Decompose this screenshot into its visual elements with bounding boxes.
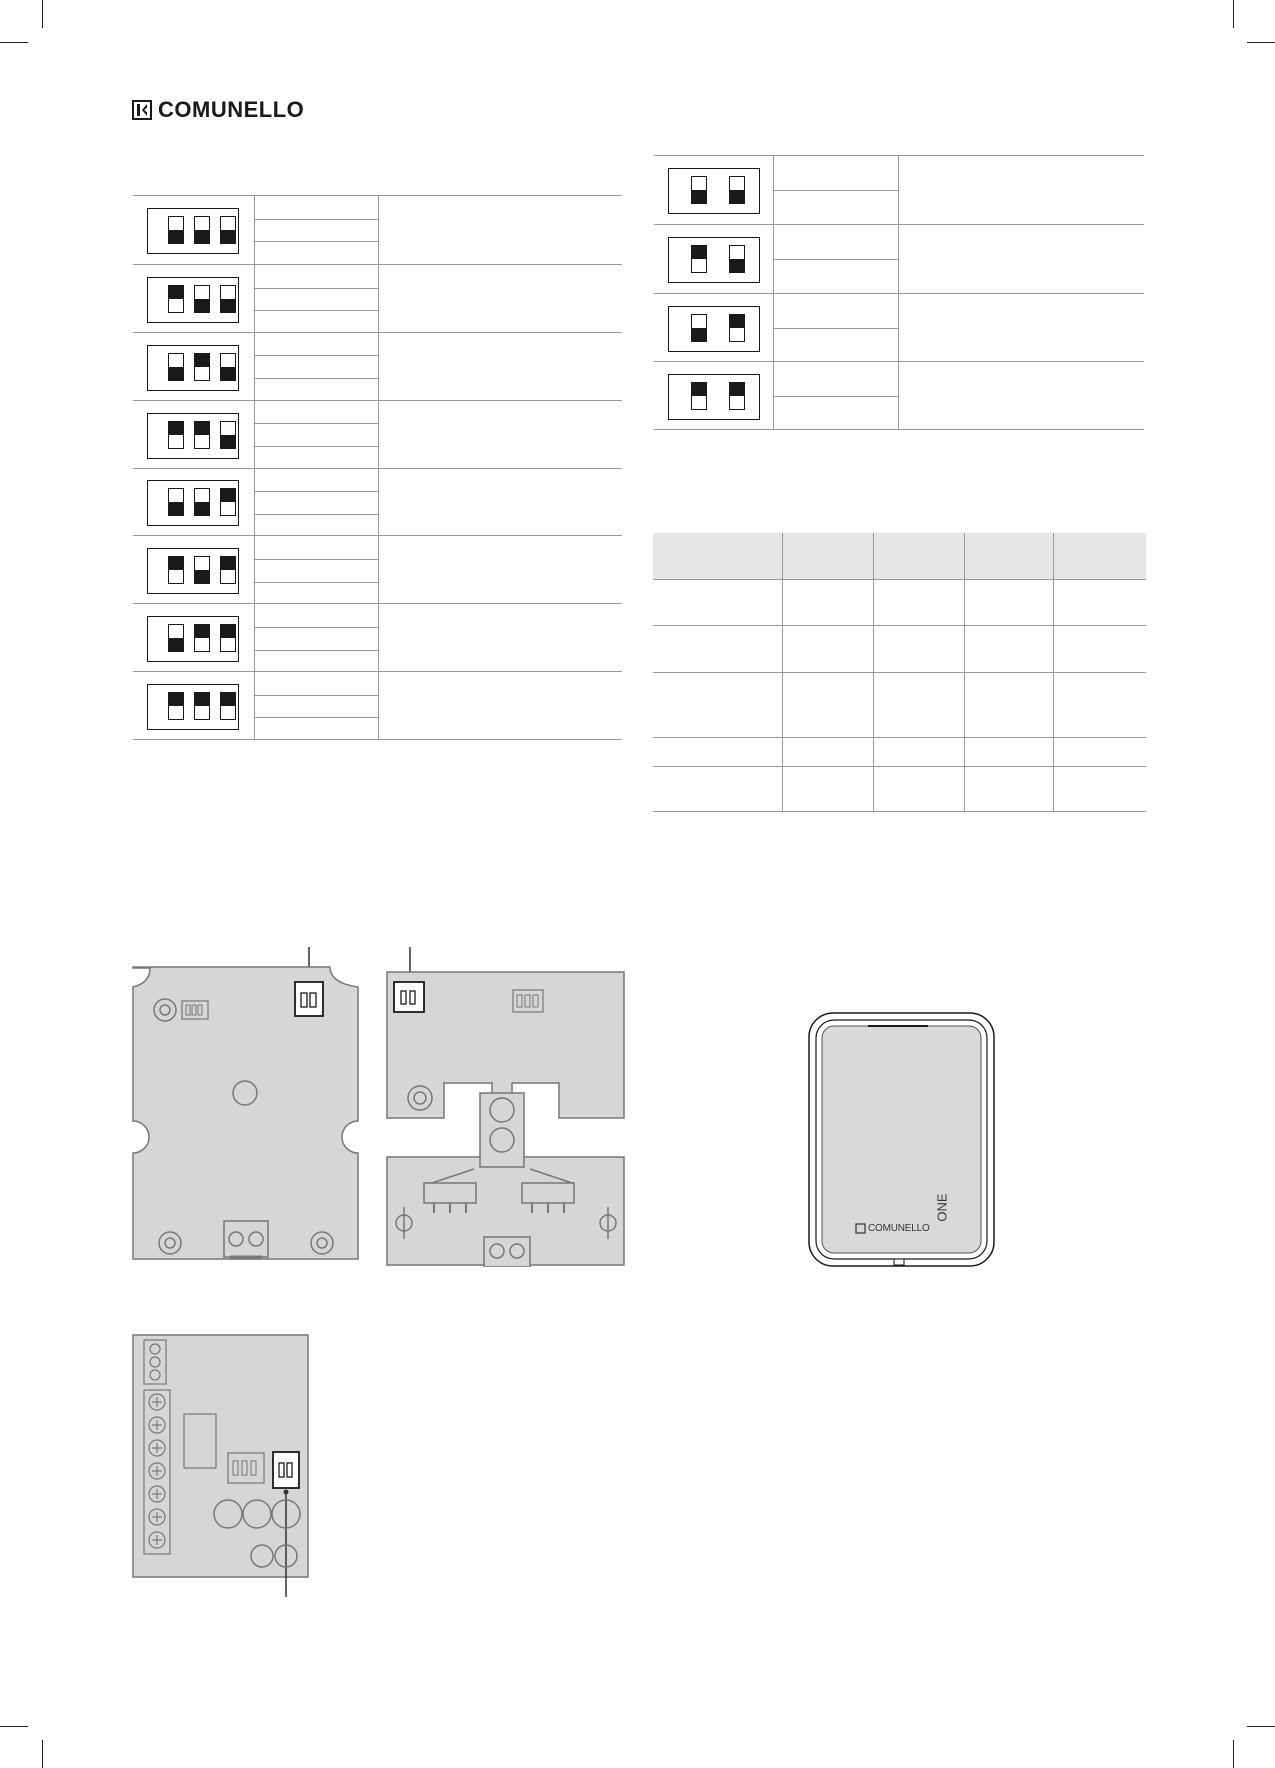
- highlighted-dip-switch-icon: [273, 1452, 299, 1488]
- dip-sub-rule: [773, 396, 898, 397]
- dip-sub-rule: [773, 259, 898, 260]
- dip-switch-fill: [195, 693, 209, 706]
- dip-switch-cell: [654, 294, 774, 362]
- dip-switch-icon: [668, 168, 760, 214]
- dip-switch-lever: [168, 285, 184, 313]
- dip-switch-lever: [194, 421, 210, 449]
- dip3-table: [133, 195, 622, 740]
- chip-icon: [184, 1414, 216, 1468]
- dip-switch-lever: [691, 176, 707, 204]
- spec-table-column-rule: [1053, 533, 1054, 811]
- spec-table-column-rule: [873, 533, 874, 811]
- dip-sub-cell: [254, 196, 379, 264]
- dip-sub-cell: [254, 333, 379, 401]
- dip-switch-cell: [654, 156, 774, 224]
- dip-setting-row: [133, 671, 622, 740]
- dip-switch-fill: [730, 190, 744, 203]
- dip-switch-fill: [169, 367, 183, 380]
- dip-switch-lever: [168, 353, 184, 381]
- spec-table-row-rule: [653, 625, 1146, 626]
- microswitch-body: [424, 1183, 476, 1203]
- dip-sub-rule: [254, 423, 378, 424]
- dip-sub-rule: [254, 695, 378, 696]
- dip-sub-rule: [254, 491, 378, 492]
- dip-sub-rule: [773, 328, 898, 329]
- dip-sub-rule: [254, 355, 378, 356]
- spec-table: [653, 533, 1146, 811]
- circuit-board-2: [384, 945, 628, 1267]
- dip-switch-fill: [169, 557, 183, 570]
- dip-sub-rule: [254, 717, 378, 718]
- crop-mark-tr-h: [1247, 42, 1275, 43]
- dip-setting-row: [654, 293, 1144, 362]
- dip-switch-lever: [220, 556, 236, 584]
- dip-switch-icon: [147, 548, 239, 594]
- dip-switch-fill: [195, 570, 209, 583]
- dip-setting-row: [654, 156, 1144, 224]
- dip-setting-row: [133, 468, 622, 537]
- dip-switch-icon: [668, 306, 760, 352]
- dip-switch-lever: [729, 245, 745, 273]
- dip-switch-cell: [133, 333, 255, 401]
- microswitch-body: [522, 1183, 574, 1203]
- dip-switch-lever: [168, 692, 184, 720]
- dip-sub-cell: [254, 604, 379, 672]
- dip-switch-lever: [691, 314, 707, 342]
- dip-switch-fill: [221, 367, 235, 380]
- dip-switch-lever: [194, 692, 210, 720]
- dip-switch-fill: [195, 299, 209, 312]
- dip-switch-cell: [133, 536, 255, 604]
- dip-switch-cell: [133, 469, 255, 537]
- dip-switch-lever: [168, 556, 184, 584]
- dip-sub-cell: [254, 265, 379, 333]
- device-front-panel: [822, 1026, 981, 1253]
- dip-switch-icon: [147, 616, 239, 662]
- dip-setting-row: [133, 332, 622, 401]
- dip-switch-fill: [221, 299, 235, 312]
- dip-setting-row: [133, 603, 622, 672]
- dip-setting-row: [133, 264, 622, 333]
- dip-switch-lever: [168, 216, 184, 244]
- brand-logo: [132, 98, 304, 122]
- dip-switch-lever: [729, 382, 745, 410]
- dip-switch-fill: [169, 693, 183, 706]
- dip-switch-lever: [168, 624, 184, 652]
- remote-device-icon: [808, 1012, 995, 1270]
- dip-switch-fill: [221, 489, 235, 502]
- dip-setting-row: [133, 400, 622, 469]
- dip-switch-fill: [692, 383, 706, 396]
- crop-mark-bl-v: [42, 1740, 43, 1768]
- dip-switch-lever: [220, 624, 236, 652]
- crop-mark-tr-v: [1233, 0, 1234, 28]
- spec-table-row-rule: [653, 672, 1146, 673]
- dip-sub-rule: [254, 219, 378, 220]
- dip-switch-lever: [194, 556, 210, 584]
- dip-sub-rule: [254, 627, 378, 628]
- device-logo-text: COMUNELLO: [868, 1223, 930, 1234]
- dip-switch-fill: [692, 328, 706, 341]
- dip-switch-cell: [133, 604, 255, 672]
- dip-switch-fill: [195, 230, 209, 243]
- dip-switch-fill: [169, 230, 183, 243]
- dip-switch-fill: [169, 422, 183, 435]
- dip-setting-row: [654, 224, 1144, 293]
- dip-sub-rule: [254, 310, 378, 311]
- dip-switch-lever: [220, 488, 236, 516]
- dip-switch-icon: [147, 345, 239, 391]
- dip-switch-icon: [147, 208, 239, 254]
- dip2-table: [654, 155, 1144, 430]
- connector-column-icon: [480, 1093, 524, 1167]
- dip-switch-lever: [194, 285, 210, 313]
- crop-mark-br-v: [1233, 1740, 1234, 1768]
- dip-switch-fill: [692, 190, 706, 203]
- dip-switch-fill: [169, 502, 183, 515]
- dip-sub-cell: [773, 156, 899, 224]
- dip-switch-fill: [221, 625, 235, 638]
- dip-sub-cell: [773, 225, 899, 293]
- dip-sub-rule: [254, 288, 378, 289]
- dip-switch-cell: [654, 225, 774, 293]
- dip-sub-rule: [254, 378, 378, 379]
- dip-switch-cell: [133, 672, 255, 740]
- spec-table-column-rule: [964, 533, 965, 811]
- dip-switch-lever: [691, 382, 707, 410]
- dip-sub-rule: [254, 650, 378, 651]
- dip-sub-cell: [773, 294, 899, 362]
- spec-table-row-rule: [653, 766, 1146, 767]
- dip-sub-cell: [254, 536, 379, 604]
- dip-switch-icon: [147, 684, 239, 730]
- dip-switch-fill: [169, 638, 183, 651]
- crop-mark-tl-h: [0, 42, 28, 43]
- dip-switch-lever: [220, 285, 236, 313]
- dip-sub-rule: [254, 559, 378, 560]
- dip-switch-fill: [730, 315, 744, 328]
- dip-switch-lever: [729, 176, 745, 204]
- pcb-outline: [133, 967, 358, 1259]
- spec-table-row-rule: [653, 579, 1146, 580]
- dip-setting-row: [133, 535, 622, 604]
- dip-sub-rule: [773, 190, 898, 191]
- spec-table-column-rule: [782, 533, 783, 811]
- crop-mark-br-h: [1247, 1726, 1275, 1727]
- dip-switch-icon: [668, 374, 760, 420]
- dip-switch-lever: [691, 245, 707, 273]
- dip-switch-lever: [220, 353, 236, 381]
- dip-switch-fill: [692, 246, 706, 259]
- highlighted-dip-switch-icon: [394, 982, 424, 1012]
- dip-switch-cell: [133, 265, 255, 333]
- dip-switch-lever: [194, 488, 210, 516]
- dip-switch-fill: [221, 693, 235, 706]
- dip-sub-rule: [254, 514, 378, 515]
- dip-sub-rule: [254, 241, 378, 242]
- dip-switch-fill: [195, 625, 209, 638]
- dip-switch-lever: [729, 314, 745, 342]
- dip-switch-lever: [194, 624, 210, 652]
- dip-switch-icon: [668, 237, 760, 283]
- terminal-block-icon: [224, 1221, 268, 1257]
- dip-switch-cell: [133, 401, 255, 469]
- dip-switch-fill: [221, 435, 235, 448]
- dip-switch-fill: [169, 286, 183, 299]
- dip-switch-fill: [221, 557, 235, 570]
- device-model-text: ONE: [934, 1193, 950, 1222]
- dip-switch-cell: [654, 362, 774, 430]
- spec-table-row-rule: [653, 737, 1146, 738]
- dip-switch-fill: [730, 383, 744, 396]
- dip-sub-cell: [773, 362, 899, 430]
- dip-switch-lever: [168, 421, 184, 449]
- terminal-strip-icon: [144, 1340, 166, 1384]
- dip-switch-lever: [194, 353, 210, 381]
- dip-sub-rule: [254, 446, 378, 447]
- dip-setting-row: [654, 361, 1144, 430]
- dip-switch-lever: [220, 692, 236, 720]
- spec-table-header: [653, 533, 1146, 579]
- dip-sub-cell: [254, 672, 379, 740]
- brand-logo-text: COMUNELLO: [158, 97, 305, 122]
- dip-switch-fill: [195, 502, 209, 515]
- dip-switch-icon: [147, 413, 239, 459]
- dip-switch-icon: [147, 277, 239, 323]
- dip-switch-cell: [133, 196, 255, 264]
- dip-switch-fill: [730, 259, 744, 272]
- crop-mark-tl-v: [42, 0, 43, 28]
- dip-switch-lever: [220, 216, 236, 244]
- dip-sub-cell: [254, 401, 379, 469]
- dip-switch-fill: [221, 230, 235, 243]
- terminal-block-icon: [484, 1237, 530, 1267]
- dip-setting-row: [133, 196, 622, 264]
- dip-sub-cell: [254, 469, 379, 537]
- dip-switch-fill: [195, 422, 209, 435]
- dip-switch-lever: [168, 488, 184, 516]
- dip-switch-fill: [195, 354, 209, 367]
- dip-sub-rule: [254, 582, 378, 583]
- spec-table-row-rule: [653, 811, 1146, 812]
- circuit-board-1: [130, 945, 362, 1265]
- highlighted-dip-switch-icon: [295, 982, 323, 1016]
- crop-mark-bl-h: [0, 1726, 28, 1727]
- comunello-k-logo-icon: [132, 100, 152, 120]
- device-bottom-notch: [894, 1259, 904, 1265]
- circuit-board-3: [130, 1332, 312, 1602]
- dip-switch-lever: [220, 421, 236, 449]
- dip-switch-icon: [147, 480, 239, 526]
- dip-switch-lever: [194, 216, 210, 244]
